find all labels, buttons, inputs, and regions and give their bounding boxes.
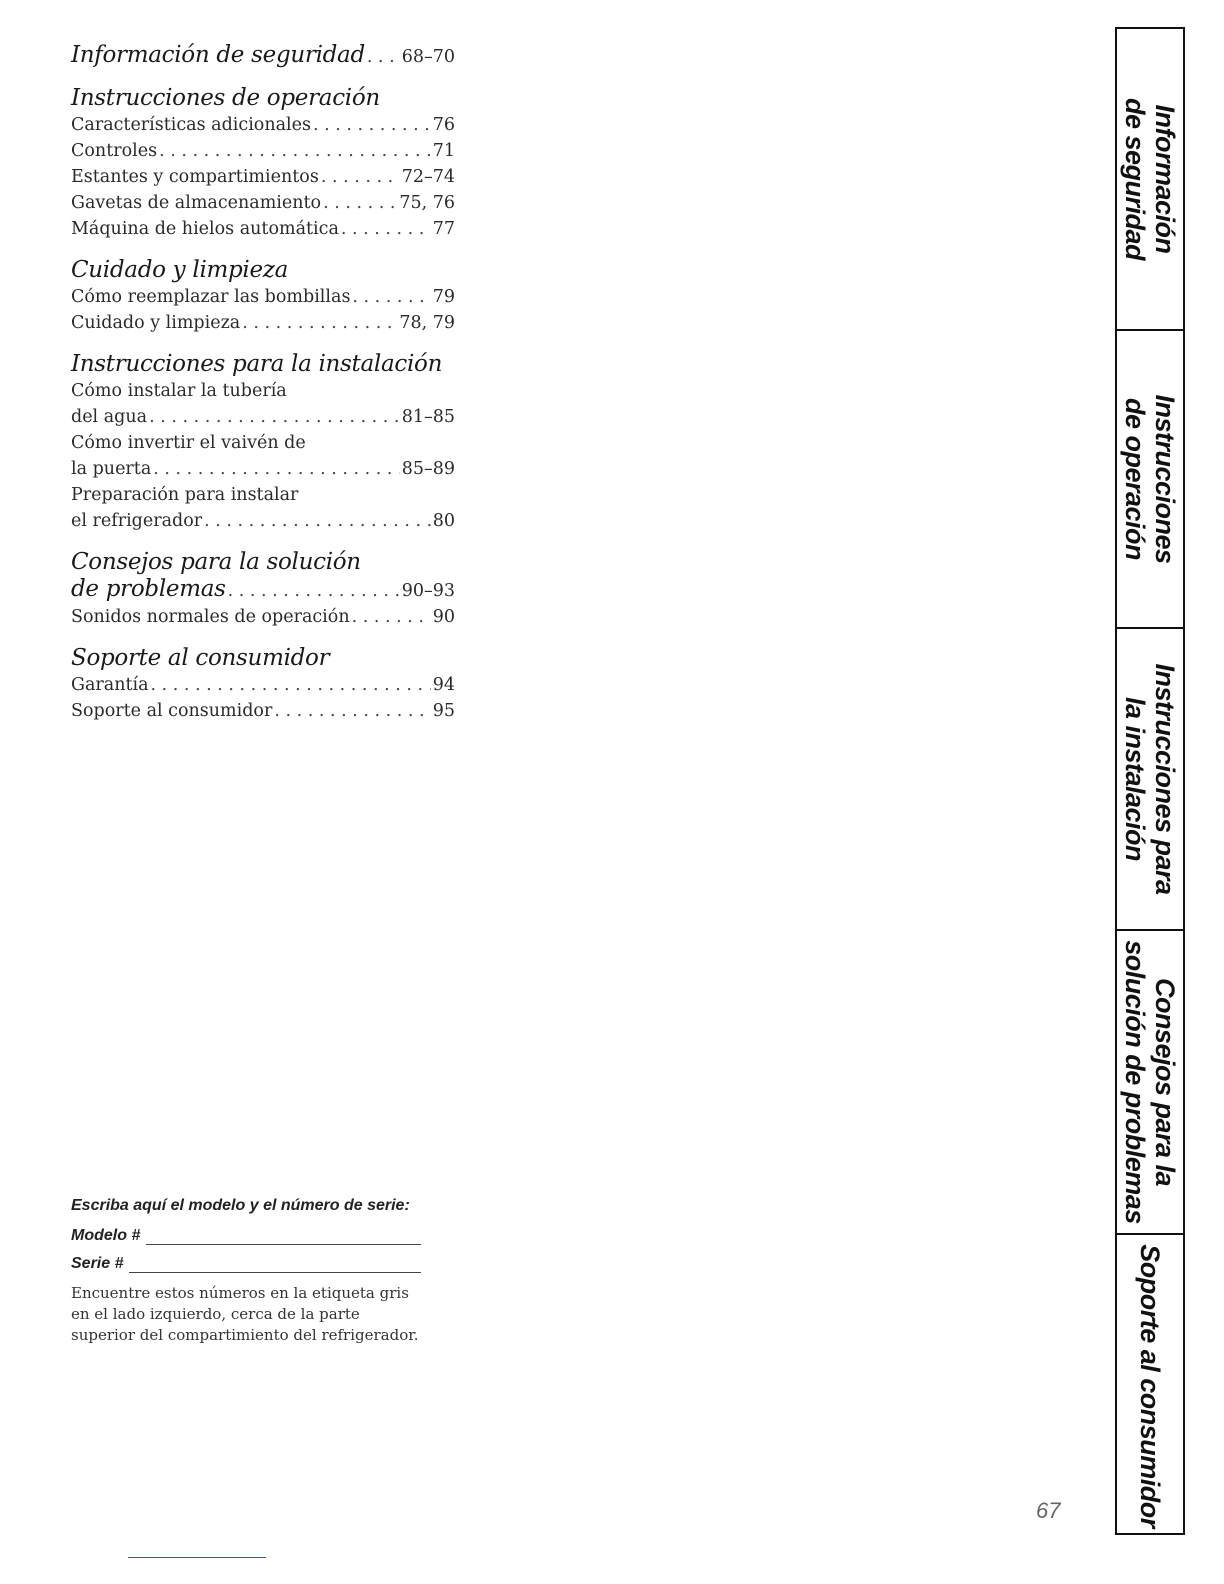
page-number: 67: [1036, 1498, 1061, 1523]
tab-troubleshooting[interactable]: [1117, 931, 1183, 1235]
toc-section-safety: [71, 42, 455, 70]
toc-section-support: [71, 644, 455, 724]
toc-section-title: Instrucciones de operación: [71, 85, 380, 111]
toc-section-title: Consejos para la solución: [71, 549, 361, 575]
model-label: Modelo #: [71, 1227, 141, 1244]
tab-operation[interactable]: [1117, 331, 1183, 629]
toc-entry[interactable]: [71, 404, 455, 430]
toc-section-title: Información de seguridad: [71, 42, 365, 68]
toc-section-care: [71, 256, 455, 336]
toc-label: Gavetas de almacenamiento: [71, 193, 322, 213]
tab-label-line: solución de problemas: [1120, 940, 1150, 1224]
toc-entry-safety[interactable]: [71, 42, 455, 70]
tab-label-line: de seguridad: [1120, 97, 1150, 261]
section-tabs: [1115, 27, 1185, 1535]
toc-entry-troubleshooting[interactable]: [71, 576, 455, 604]
tab-label-line: Instrucciones para: [1150, 663, 1180, 895]
toc-label: Características adicionales: [71, 115, 311, 135]
record-heading: Escriba aquí el modelo y el número de serie:: [71, 1197, 410, 1214]
toc-label: Controles: [71, 141, 158, 161]
toc-label: la puerta: [71, 459, 152, 479]
tab-label-line: la instalación: [1120, 696, 1150, 862]
toc-entry[interactable]: [71, 672, 455, 698]
model-write-line[interactable]: [146, 1228, 421, 1245]
toc-page: 78, 79: [399, 313, 455, 333]
toc-page: 77: [432, 219, 455, 239]
toc-page: 71: [432, 141, 455, 161]
toc-page: 90: [432, 607, 455, 627]
toc-page: 68–70: [401, 47, 455, 67]
toc-label: el refrigerador: [71, 511, 203, 531]
toc-page: 90–93: [401, 581, 455, 601]
toc-label-line: Cómo invertir el vaivén de: [71, 433, 306, 453]
toc-label-line: Cómo instalar la tubería: [71, 381, 287, 401]
toc-section-installation: [71, 350, 455, 534]
tab-label-line: Soporte al consumidor: [1135, 1244, 1165, 1528]
toc-entry[interactable]: [71, 456, 455, 482]
toc-page: 81–85: [401, 407, 455, 427]
tab-safety[interactable]: [1117, 29, 1183, 331]
toc-label: Sonidos normales de operación: [71, 607, 350, 627]
toc-section-operation: [71, 84, 455, 242]
toc-page: 80: [432, 511, 455, 531]
toc-page: 85–89: [401, 459, 455, 479]
toc-section-title: Soporte al consumidor: [71, 645, 330, 671]
toc-page: 72–74: [401, 167, 455, 187]
toc-page: 75, 76: [399, 193, 455, 213]
toc-page: 76: [432, 115, 455, 135]
toc-page: 94: [432, 675, 455, 695]
tab-installation[interactable]: [1117, 629, 1183, 931]
serial-write-line[interactable]: [129, 1256, 421, 1273]
divider: [128, 1557, 266, 1558]
toc-label: Cuidado y limpieza: [71, 313, 241, 333]
tab-label-line: Consejos para la: [1150, 977, 1180, 1187]
model-field: [71, 1227, 421, 1245]
model-serial-record: [71, 1195, 421, 1346]
toc-label: Cómo reemplazar las bombillas: [71, 287, 351, 307]
table-of-contents: [71, 42, 455, 738]
toc-entry[interactable]: [71, 310, 455, 336]
tab-label-line: Información: [1150, 104, 1180, 254]
toc-label: del agua: [71, 407, 148, 427]
toc-label: Estantes y compartimientos: [71, 167, 319, 187]
toc-section-title: Instrucciones para la instalación: [71, 351, 443, 377]
toc-entry[interactable]: [71, 508, 455, 534]
toc-section-title: Cuidado y limpieza: [71, 257, 289, 283]
tab-label-line: Instrucciones: [1150, 394, 1180, 564]
serial-label: Serie #: [71, 1255, 124, 1272]
toc-entry[interactable]: [71, 164, 455, 190]
toc-entry[interactable]: [71, 284, 455, 310]
record-note: Encuentre estos números en la etiqueta gris en el lado izquierdo, cerca de la parte superior del compartimiento del refrigerador.: [71, 1284, 419, 1344]
toc-entry[interactable]: [71, 698, 455, 724]
serial-field: [71, 1255, 421, 1273]
toc-entry[interactable]: [71, 216, 455, 242]
toc-section-troubleshooting: [71, 548, 455, 630]
toc-label: Soporte al consumidor: [71, 701, 273, 721]
toc-label-line: Preparación para instalar: [71, 485, 299, 505]
toc-page: 79: [432, 287, 455, 307]
tab-support[interactable]: [1117, 1235, 1183, 1537]
toc-entry[interactable]: [71, 190, 455, 216]
toc-section-title: de problemas: [71, 576, 226, 602]
toc-entry[interactable]: [71, 138, 455, 164]
toc-entry[interactable]: [71, 604, 455, 630]
tab-label-line: de operación: [1120, 397, 1150, 561]
toc-entry[interactable]: [71, 112, 455, 138]
toc-label: Garantía: [71, 675, 149, 695]
toc-label: Máquina de hielos automática: [71, 219, 339, 239]
toc-page: 95: [432, 701, 455, 721]
